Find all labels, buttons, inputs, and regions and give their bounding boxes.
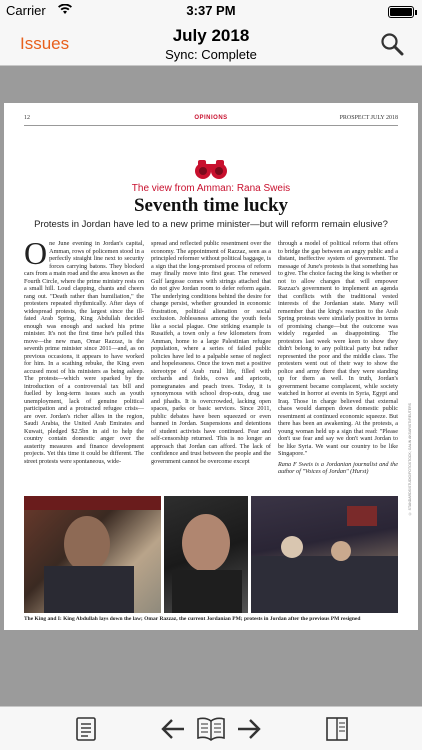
magazine-issue: PROSPECT JULY 2018 [339,115,398,121]
article-column-1 [24,235,144,465]
photo-figure [182,514,230,572]
sync-status: Sync: Complete [165,47,257,62]
section-label: OPINIONS [194,115,228,121]
photo-king-abdullah[interactable] [24,496,161,613]
navigation-bar [0,22,422,66]
photo-figure [64,516,110,572]
article-dek: Protests in Jordan have led to a new prime minister—but will reform remain elusive? [34,219,388,230]
bottom-toolbar [0,706,422,750]
article-column-2 [151,240,271,465]
photo-credit: © STANDARDS/STUDIO/FOTOSTOCK; GALIN AKSARISTI/REUTERS [408,403,412,516]
column-2-text: spread and reflected public resentment over the economy. The appointment of Razzaz, seen as a principled reformer without political baggage, is a sign that the long-promised process of reform may finally move into first gear. The renewed Gulf largesse comes with strings attached that do not give Jordan room to defer reform again. The underlying conditions behind the desire for change persist, whether grounded in economic frustration, political alienation or social exclusion. Joblessness among the youth feels like a social plague. One striking example is Rusaifeh, a town only a few kilometers from Amman, home to a large Palestinian refugee population, where a series of failed public policies have led to a palpable sense of neglect and hopelessness. Once the town met a positive stereotype of Arab rural life, filled with orchards and fields, cows and apricots, pomegranates and peach trees. Today, it is synonymous with school drop-outs, drug use and jihadis. It is overcrowded, lacking open spaces, parks or basic services. Since 2011, public debates have been squeezed or even banned in Jordan. Suspensions and detentions of student activists have continued. Fear and self-censorship returned. This is no longer an approach that Jordan can afford. The lack of confidence and trust between the people and the government cannot be overcome except [151,240,271,465]
column-3-text: through a model of political reform that offers to bridge the gap between an angry public and a distant, ineffective system of government. The message of June's protests is that something has to give. The choice facing the king is whether or not to allow changes that will empower Razzaz's government to implement an agenda that conflicts with the traditional vested interests of the Jordanian state. Many will remember that the king's reaction to the Arab Spring protests were similarly positive in terms of promising change—but the outcome was widely regarded as disappointing. The protestors last week were keen to show they didn't belong to any political party but rather represented the poor and the middle class. The protesters went out of their way to show the police and army there that they were standing up for them as well. In truth, Jordan's government became complacent, while society watched in horror at events in Syria, Egypt and Iraq. Those in charge believed that external chaos would dampen down domestic public resentment at continued economic squeeze. But there has been an awakening. At the protests, a young woman held up a sign that read: "Please don't use fear and say we don't want Jordan to be like Syria. We want our country to be like Singapore." [278,240,398,457]
article-headline: Seventh time lucky [133,195,289,216]
page-layout-icon[interactable] [326,717,348,741]
search-icon[interactable] [380,32,404,56]
author-byline: Rana F Sweis is a Jordanian journalist and the author of "Voices of Jordan" (Hurst) [278,460,398,475]
issue-title: July 2018 [172,26,250,45]
page-number: 12 [24,115,30,121]
clock: 3:37 PM [186,3,236,18]
photo-figure-suit [172,570,242,613]
column-1-text: ne June evening in Jordan's capital, Amman, rows of policemen stood in a perfectly straight line next to security forces carrying batons. They blocked cars from a main road and the area known as the Fourth Circle, where the prime ministry rests on a small hill. Loud clapping, chants and cheers rang out. "Death rather than humiliation," the protesters repeated rhythmically. After days of widespread protests, the largest since the ill-fated Arab Spring, King Abdullah decided enough was enough and sacked his prime minister. It's not the first time he's pulled this move—the new man, Omar Razzaz, is the seventh prime minister since 2011—and, as on previous occasions, it appears to have worked for him. In a scathing rebuke, the King even accused most of his ministers as being asleep. The protests—which were sparked by the introduction of a controversial tax bill and fuelled by long-term issues such as youth unemployment, lack of genuine political participation and a protracted refugee crisis—are over. Jordan's richer allies in the region, Saudi Arabia, the United Arab Emirates and Kuwait, pledged $2.5bn in aid to help the country contain domestic anger over the austerity measures and finance development projects. Yet this time it could be different. The street protests were spontaneous, wide- [24,240,144,465]
battery-icon [388,6,414,18]
photo-omar-razzaz[interactable] [164,496,248,613]
photo-caption: The King and I: King Abdullah lays down the law; Omar Razzaz, the current Jordanian PM; protests in Jordan after the previous PM resigned [24,616,361,622]
status-bar [0,0,422,22]
header-rule [24,125,398,126]
issues-back-button[interactable]: Issues [20,34,70,53]
photo-flag [347,506,377,526]
photo-figure [281,536,303,558]
running-header [24,115,398,125]
magazine-page[interactable] [4,103,418,630]
photo-figure-suit [44,566,134,613]
photo-figure [331,541,351,561]
previous-page-arrow-icon[interactable] [160,717,186,741]
open-book-icon[interactable] [197,717,225,741]
carrier-label: Carrier [6,3,46,18]
next-page-arrow-icon[interactable] [236,717,262,741]
photo-backdrop [24,496,161,510]
table-of-contents-icon[interactable] [76,717,96,741]
nav-titles [0,26,422,62]
binoculars-icon [194,158,228,180]
article-column-3 [278,240,398,476]
drop-cap: O [24,235,48,271]
article-kicker: The view from Amman: Rana Sweis [131,183,291,194]
photo-protests[interactable] [251,496,398,613]
photo-crowd [251,556,398,613]
